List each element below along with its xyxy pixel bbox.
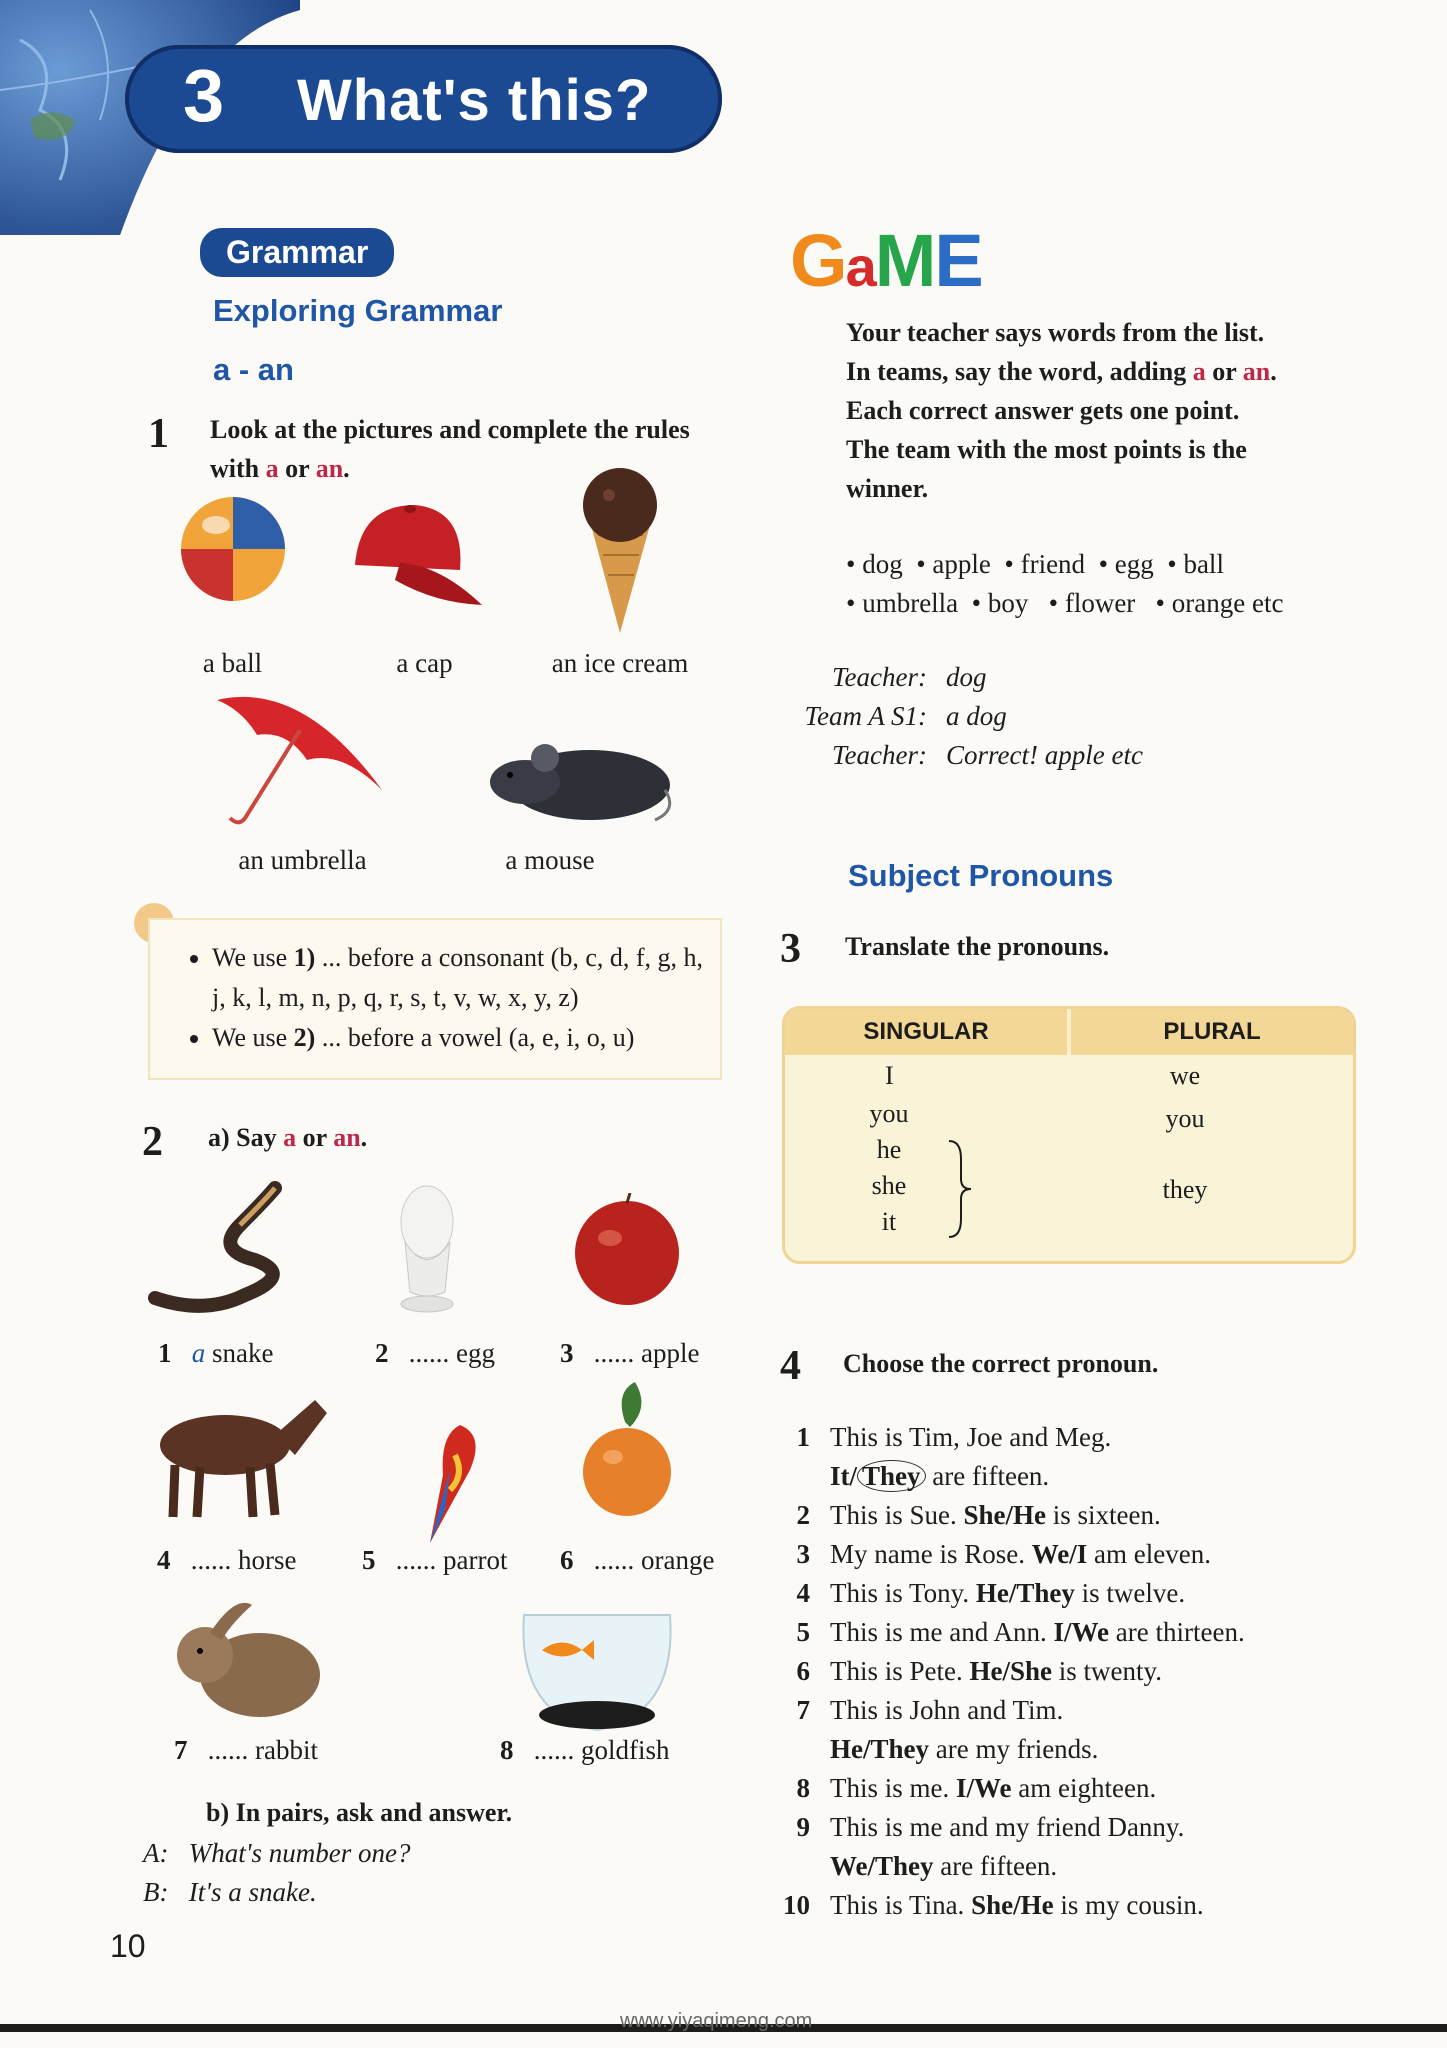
ex4-item-7: This is John and Tim. He/They are my friends.	[830, 1695, 1099, 1764]
exercise-1-number: 1	[148, 411, 169, 457]
exercise-2-number: 2	[142, 1119, 163, 1165]
exercise-4-instruction: Choose the correct pronoun.	[843, 1349, 1159, 1378]
circled-answer: They	[857, 1460, 926, 1492]
footer-watermark: www.yiyaqimeng.com	[620, 2010, 813, 2032]
egg-picture	[390, 1182, 465, 1317]
exploring-grammar-heading: Exploring Grammar	[213, 293, 503, 328]
header-divider	[1067, 1009, 1071, 1055]
snake-picture	[145, 1180, 315, 1315]
ex2-item-4: 4 ...... horse	[157, 1545, 297, 1575]
parrot-picture	[405, 1415, 495, 1545]
ex4-item-9: This is me and my friend Danny. We/They are fifteen.	[830, 1812, 1185, 1881]
pronoun-you-plural: you	[1165, 1104, 1205, 1133]
game-dialog-line-2: a dog	[946, 701, 1007, 731]
caption-umbrella: an umbrella	[238, 845, 367, 875]
game-word-row-2: • umbrella • boy • flower • orange etc	[846, 588, 1284, 618]
caption-ice-cream: an ice cream	[551, 648, 689, 678]
caption-mouse: a mouse	[505, 845, 595, 875]
ex2-item-1: 1 a snake	[158, 1338, 274, 1368]
caption-cap: a cap	[396, 648, 453, 678]
exercise-4-number: 4	[780, 1343, 801, 1389]
umbrella-picture	[212, 690, 387, 830]
a-an-subheading: a - an	[213, 352, 294, 387]
bracket	[945, 1139, 975, 1239]
ex4-num-4: 4	[796, 1578, 810, 1608]
unit-title: What's this?	[297, 68, 652, 133]
exercise-2b-instruction: b) In pairs, ask and answer.	[206, 1798, 513, 1827]
pronoun-table	[782, 1006, 1356, 1264]
ex2-item-8: 8 ...... goldfish	[500, 1735, 670, 1765]
ex4-item-1: This is Tim, Joe and Meg. It/ They are fifteen.	[830, 1422, 1112, 1491]
unit-title-banner	[125, 45, 722, 153]
exercise-3-instruction: Translate the pronouns.	[845, 932, 1110, 961]
ex4-num-5: 5	[796, 1617, 810, 1647]
game-dialog-speaker-2: Team A S1:	[804, 701, 927, 731]
pronoun-you-singular: you	[869, 1099, 909, 1128]
game-instructions: Your teacher says words from the list. In teams, say the word, adding a or an. Each correct answer gets one point. The team with the most points is the winner.	[846, 318, 1277, 503]
game-letter-a: a	[845, 235, 875, 298]
ex2-dialog-a: A: What's number one?	[143, 1838, 411, 1868]
ex2-item-2: 2 ...... egg	[375, 1338, 495, 1368]
game-letter-g: G	[790, 219, 846, 302]
ex2-item-7: 7 ...... rabbit	[174, 1735, 318, 1765]
ex4-num-10: 10	[783, 1890, 810, 1920]
ex4-item-5: This is me and Ann. I/We are thirteen.	[830, 1617, 1245, 1647]
apple-picture	[570, 1193, 685, 1308]
game-letter-e: E	[934, 219, 982, 302]
horse-picture	[145, 1385, 335, 1525]
mouse-picture	[480, 730, 680, 825]
game-dialog-speaker-1: Teacher:	[832, 662, 927, 692]
ex4-num-9: 9	[796, 1812, 810, 1842]
game-word-list	[846, 545, 1283, 623]
cap-picture	[340, 495, 485, 615]
ex4-item-6: This is Pete. He/She is twenty.	[830, 1656, 1163, 1686]
game-word-row-1: • dog • apple • friend • egg • ball	[846, 549, 1224, 579]
exercise-4-list	[780, 1418, 1340, 1938]
pronoun-he: he	[876, 1135, 902, 1164]
ex2-item-6: 6 ...... orange	[560, 1545, 715, 1575]
pronoun-they: they	[1162, 1175, 1208, 1204]
singular-header: SINGULAR	[785, 1009, 1067, 1055]
exercise-3-number: 3	[780, 926, 801, 972]
orange-picture	[580, 1382, 675, 1522]
ex4-num-3: 3	[796, 1539, 810, 1569]
goldfish-bowl-picture	[512, 1605, 682, 1735]
caption-ball: a ball	[202, 648, 263, 678]
rule-2: • We use 2) ... before a vowel (a, e, i, o, u)	[212, 1018, 720, 1058]
pronoun-i: I	[885, 1061, 894, 1090]
ex4-num-6: 6	[796, 1656, 810, 1686]
exercise-1-instruction: Look at the pictures and complete the rules with a or an.	[210, 415, 690, 483]
ex2-dialog-b: B: It's a snake.	[143, 1877, 317, 1907]
plural-header: PLURAL	[1071, 1009, 1353, 1055]
pronoun-we: we	[1169, 1061, 1201, 1090]
unit-number: 3	[183, 54, 225, 137]
exercise-2a-instruction: a) Say a or an.	[208, 1123, 368, 1152]
ex4-item-3: My name is Rose. We/I am eleven.	[830, 1539, 1211, 1569]
pronoun-it: it	[881, 1207, 897, 1236]
ex4-num-8: 8	[796, 1773, 810, 1803]
ex2-item-5: 5 ...... parrot	[362, 1545, 508, 1575]
ex4-num-1: 1	[796, 1422, 810, 1452]
ex2-item-3: 3 ...... apple	[560, 1338, 700, 1368]
grammar-badge: Grammar	[200, 228, 394, 277]
ex4-item-2: This is Sue. She/He is sixteen.	[830, 1500, 1161, 1530]
game-dialog-line-1: dog	[946, 662, 987, 692]
rule-1: • We use 1) ... before a consonant (b, c, d, f, g, h, j, k, l, m, n, p, q, r, s, t, v, w, x, y, z)	[212, 938, 720, 1018]
pronoun-she: she	[871, 1171, 907, 1200]
ex4-item-4: This is Tony. He/They is twelve.	[830, 1578, 1186, 1608]
ex4-num-2: 2	[796, 1500, 810, 1530]
ex4-item-8: This is me. I/We am eighteen.	[830, 1773, 1157, 1803]
game-title	[790, 218, 982, 303]
ex4-num-7: 7	[796, 1695, 810, 1725]
rule-box	[148, 918, 722, 1080]
rabbit-picture	[160, 1595, 330, 1725]
ball-picture	[176, 495, 291, 603]
game-dialog-speaker-3: Teacher:	[832, 740, 927, 770]
ex4-item-10: This is Tina. She/He is my cousin.	[830, 1890, 1204, 1920]
game-letter-m: M	[874, 219, 935, 302]
ice-cream-picture	[573, 465, 668, 635]
page-number: 10	[110, 1928, 146, 1964]
game-dialog-line-3: Correct! apple etc	[946, 740, 1143, 770]
subject-pronouns-heading: Subject Pronouns	[848, 858, 1114, 893]
